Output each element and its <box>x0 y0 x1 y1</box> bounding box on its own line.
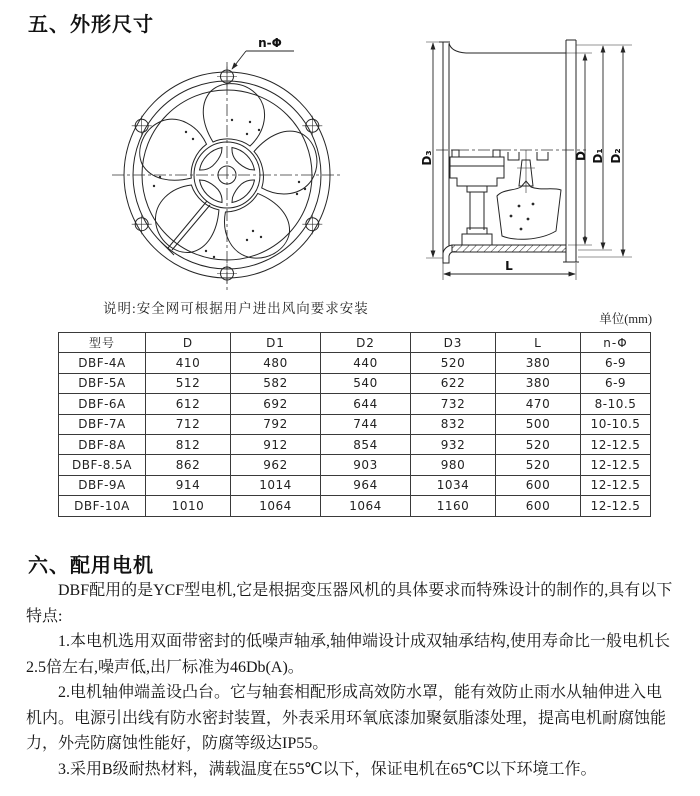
table-cell: 520 <box>496 455 581 475</box>
table-cell: 600 <box>496 496 581 516</box>
motor-intro-paragraph: DBF配用的是YCF型电机,它是根据变压器风机的具体要求而特殊设计的制作的,具有以下特点: <box>26 582 673 625</box>
section-5-title: 五、外形尺寸 <box>28 14 154 36</box>
motor-point-3: 3.采用B级耐热材料，满载温度在55℃以下，保证电机在65℃以下环境工作。 <box>58 760 597 778</box>
table-cell: 600 <box>496 475 581 495</box>
table-cell: 380 <box>496 373 581 393</box>
dimension-drawings <box>0 0 700 332</box>
motor-description <box>26 578 676 782</box>
table-cell: 12-12.5 <box>581 496 651 516</box>
table-cell: 914 <box>146 475 231 495</box>
table-cell: 1064 <box>321 496 411 516</box>
table-cell: DBF-10A <box>59 496 146 516</box>
dim-l-label: L <box>505 259 513 273</box>
table-cell: 832 <box>411 414 496 434</box>
table-cell: DBF-7A <box>59 414 146 434</box>
table-cell: 8-10.5 <box>581 394 651 414</box>
table-cell: 903 <box>321 455 411 475</box>
table-cell: 644 <box>321 394 411 414</box>
table-row <box>59 394 651 414</box>
table-cell: 6-9 <box>581 373 651 393</box>
column-header: D1 <box>231 333 321 353</box>
table-cell: DBF-8.5A <box>59 455 146 475</box>
table-cell: 1064 <box>231 496 321 516</box>
table-row <box>59 373 651 393</box>
table-cell: DBF-8A <box>59 434 146 454</box>
table-cell: 480 <box>231 353 321 373</box>
fan-front-view-drawing <box>112 36 342 291</box>
table-cell: 380 <box>496 353 581 373</box>
column-header: D3 <box>411 333 496 353</box>
dim-d2-label: D₂ <box>609 148 623 164</box>
table-cell: 1160 <box>411 496 496 516</box>
motor-point-2: 2.电机轴伸端盖设凸台。它与轴套相配形成高效防水罩，能有效防止雨水从轴伸进入电机内。电源引出线有防水密封装置，外表采用环氧底漆加聚氨脂漆处理，提高电机耐腐蚀能力，外壳防腐蚀性能好，防腐等级达IP55。 <box>26 684 667 752</box>
unit-label: 单位(mm) <box>599 312 652 326</box>
column-header: 型号 <box>59 333 146 353</box>
table-row <box>59 455 651 475</box>
table-cell: 964 <box>321 475 411 495</box>
column-header: D2 <box>321 333 411 353</box>
table-cell: 512 <box>146 373 231 393</box>
table-row <box>59 496 651 516</box>
table-cell: 1014 <box>231 475 321 495</box>
table-cell: 1034 <box>411 475 496 495</box>
table-cell: 692 <box>231 394 321 414</box>
table-cell: 862 <box>146 455 231 475</box>
table-cell: 792 <box>231 414 321 434</box>
table-row <box>59 434 651 454</box>
fan-side-view-drawing <box>420 40 632 280</box>
table-cell: 12-12.5 <box>581 455 651 475</box>
table-cell: 470 <box>496 394 581 414</box>
table-cell: DBF-9A <box>59 475 146 495</box>
table-cell: 10-10.5 <box>581 414 651 434</box>
installation-note: 说明:安全网可根据用户进出风向要求安装 <box>103 301 369 316</box>
table-cell: 912 <box>231 434 321 454</box>
table-cell: 12-12.5 <box>581 475 651 495</box>
table-cell: 854 <box>321 434 411 454</box>
table-cell: 732 <box>411 394 496 414</box>
column-header: D <box>146 333 231 353</box>
table-cell: 622 <box>411 373 496 393</box>
table-cell: 582 <box>231 373 321 393</box>
table-cell: 410 <box>146 353 231 373</box>
section-6-title: 六、配用电机 <box>28 555 154 577</box>
dim-d-label: D <box>574 151 588 161</box>
column-header: n-Φ <box>581 333 651 353</box>
dim-d3-label: D₃ <box>420 150 434 166</box>
column-header: L <box>496 333 581 353</box>
table-cell: 812 <box>146 434 231 454</box>
table-cell: 500 <box>496 414 581 434</box>
table-header-row <box>59 333 651 353</box>
dim-d1-label: D₁ <box>591 148 605 164</box>
table-cell: 712 <box>146 414 231 434</box>
table-cell: 520 <box>411 353 496 373</box>
table-cell: 520 <box>496 434 581 454</box>
table-cell: DBF-4A <box>59 353 146 373</box>
table-cell: 6-9 <box>581 353 651 373</box>
table-cell: 932 <box>411 434 496 454</box>
table-cell: 980 <box>411 455 496 475</box>
table-cell: DBF-6A <box>59 394 146 414</box>
motor-point-1: 1.本电机选用双面带密封的低噪声轴承,轴伸端设计成双轴承结构,使用寿命比一般电机长2.5倍左右,噪声低,出厂标准为46Db(A)。 <box>26 633 671 676</box>
dimension-table <box>58 332 651 517</box>
table-cell: DBF-5A <box>59 373 146 393</box>
table-cell: 612 <box>146 394 231 414</box>
table-cell: 962 <box>231 455 321 475</box>
table-row <box>59 353 651 373</box>
table-row <box>59 475 651 495</box>
table-cell: 12-12.5 <box>581 434 651 454</box>
table-cell: 440 <box>321 353 411 373</box>
table-cell: 744 <box>321 414 411 434</box>
table-cell: 540 <box>321 373 411 393</box>
table-row <box>59 414 651 434</box>
bolt-holes-label: n-Φ <box>258 36 282 50</box>
table-cell: 1010 <box>146 496 231 516</box>
